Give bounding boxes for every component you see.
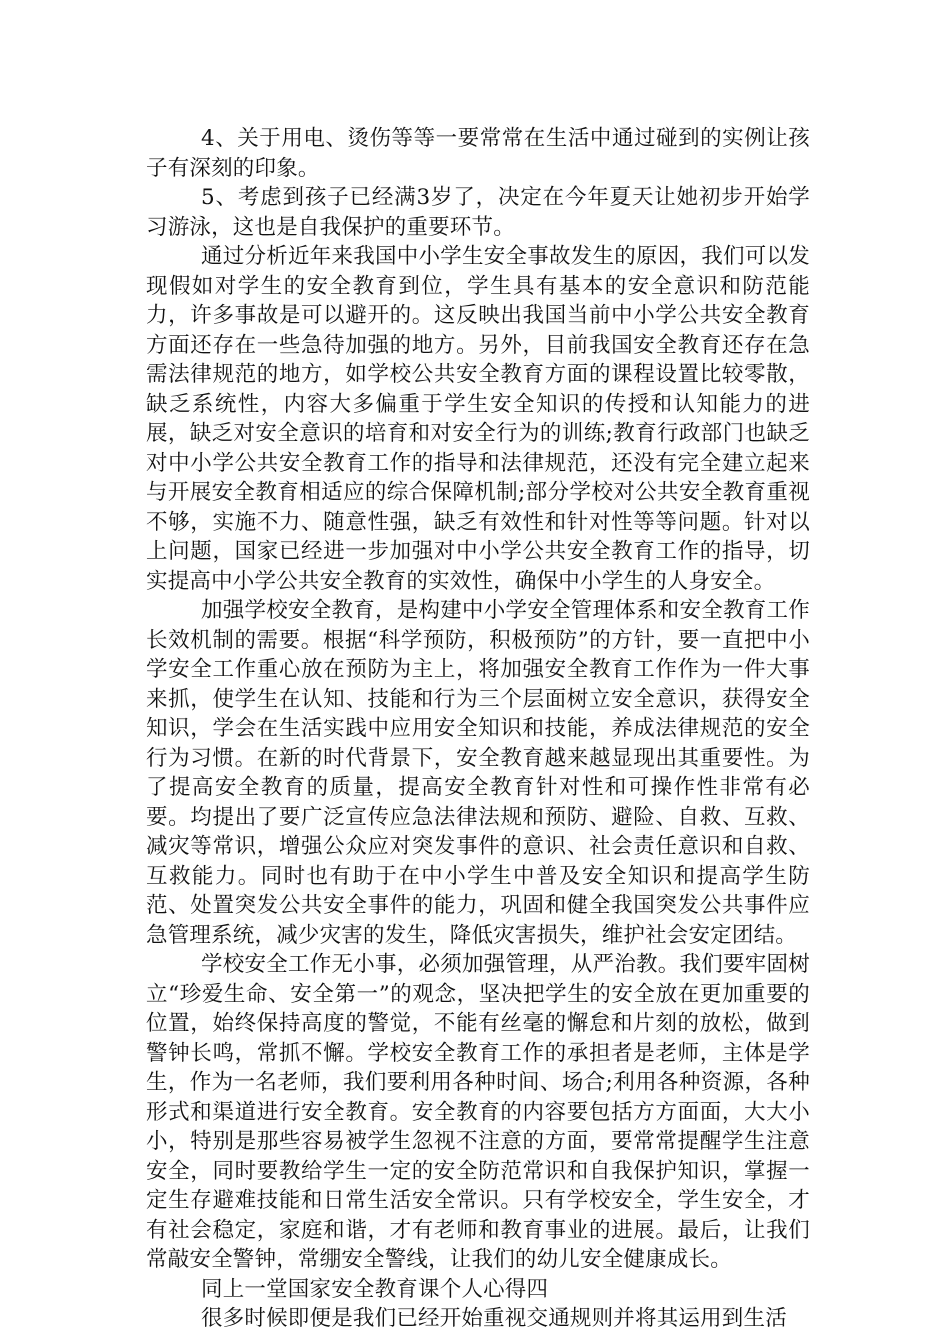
paragraph-school-safety-work: 学校安全工作无小事，必须加强管理，从严治教。我们要牢固树立“珍爱生命、安全第一”的观念，坚决把学生的安全放在更加重要的位置，始终保持高度的警觉，不能有丝毫的懈怠和片刻的放松，做到警钟长鸣，常抓不懈。学校安全教育工作的承担者是老师，主体是学生，作为一名老师，我们要利用各种时间、场合;利用各种资源，各种形式和渠道进行安全教育。安全教育的内容要包括方方面面，大大小小，特别是那些容易被学生忽视不注意的方面，要常常提醒学生注意安全，同时要教给学生一定的安全防范常识和自我保护知识，掌握一定生存避难技能和日常生活安全常识。只有学校安全，学生安全，才有社会稳定，家庭和谐，才有老师和教育事业的进展。最后，让我们常敲安全警钟，常绷安全警线，让我们的幼儿安全健康成长。	[146, 952, 810, 1272]
section-heading: 同上一堂国家安全教育课个人心得四	[201, 1276, 549, 1302]
paragraph-strengthen-education: 加强学校安全教育，是构建中小学安全管理体系和安全教育工作长效机制的需要。根据“科学预防，积极预防”的方针，要一直把中小学安全工作重心放在预防为主上，将加强安全教育工作作为一件大事来抓，使学生在认知、技能和行为三个层面树立安全意识，获得安全知识，学会在生活实践中应用安全知识和技能，养成法律规范的安全行为习惯。在新的时代背景下，安全教育越来越显现出其重要性。为了提高安全教育的质量，提高安全教育针对性和可操作性非常有必要。均提出了要广泛宣传应急法律法规和预防、避险、自救、互救、减灾等常识，增强公众应对突发事件的意识、社会责任意识和自救、互救能力。同时也有助于在中小学生中普及安全知识和提高学生防范、处置突发公共安全事件的能力，巩固和健全我国突发公共事件应急管理系统，减少灾害的发生，降低灾害损失，维护社会安定团结。	[146, 598, 810, 948]
paragraph-item-4: 4、关于用电、烫伤等等一要常常在生活中通过碰到的实例让孩子有深刻的印象。	[146, 126, 810, 181]
paragraph-accident-analysis: 通过分析近年来我国中小学生安全事故发生的原因，我们可以发现假如对学生的安全教育到位，学生具有基本的安全意识和防范能力，许多事故是可以避开的。这反映出我国当前中小学公共安全教育方面还存在一些急待加强的地方。另外，目前我国安全教育还存在急需法律规范的地方，如学校公共安全教育方面的课程设置比较零散，缺乏系统性，内容大多偏重于学生安全知识的传授和认知能力的进展，缺乏对安全意识的培育和对安全行为的训练;教育行政部门也缺乏对中小学公共安全教育工作的指导和法律规范，还没有完全建立起来与开展安全教育相适应的综合保障机制;部分学校对公共安全教育重视不够，实施不力、随意性强，缺乏有效性和针对性等等问题。针对以上问题，国家已经进一步加强对中小学公共安全教育工作的指导，切实提高中小学公共安全教育的实效性，确保中小学生的人身安全。	[146, 244, 810, 594]
paragraph-traffic-rules: 很多时候即便是我们已经开始重视交通规则并将其运用到生活	[201, 1306, 787, 1331]
document-body	[146, 124, 810, 1334]
paragraph-item-5: 5、考虑到孩子已经满3岁了，决定在今年夏天让她初步开始学习游泳，这也是自我保护的重要环节。	[146, 185, 810, 240]
